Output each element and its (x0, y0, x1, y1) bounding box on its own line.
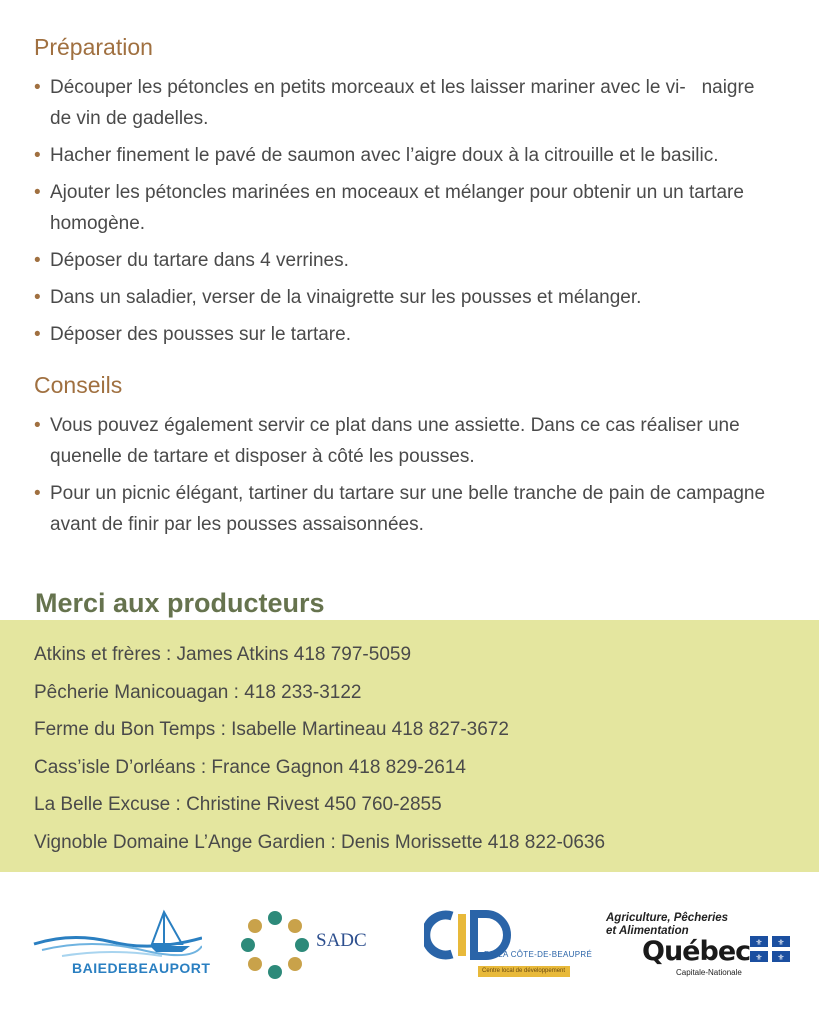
producers-title: Merci aux producteurs (35, 588, 325, 618)
cld-logo (424, 910, 593, 980)
preparation-title: Préparation (34, 34, 153, 60)
svg-text:⚜: ⚜ (755, 938, 763, 947)
list-item: • Déposer des pousses sur le tartare. (34, 324, 351, 345)
list-item: • Hacher finement le pavé de saumon avec l’aigre doux à la citrouille et le basilic. (34, 145, 719, 166)
baie-de-beauport-logo (32, 908, 211, 984)
conseils-tips (34, 410, 794, 546)
list-item: • Découper les pétoncles en petits morceaux et les laisser mariner avec le vi- naigre de vin de gadelles. (34, 77, 755, 129)
list-item: • Dans un saladier, verser de la vinaigrette sur les pousses et mélanger. (34, 287, 642, 308)
conseils-title: Conseils (34, 372, 123, 398)
list-item: Cass’isle D’orléans : France Gagnon 418 829-2614 (34, 756, 466, 778)
svg-text:⚜: ⚜ (755, 953, 763, 962)
preparation-steps (34, 72, 794, 356)
list-item: Atkins et frères : James Atkins 418 797-5059 (34, 644, 412, 665)
quebec-name: Québec (642, 936, 751, 967)
sadc-wordmark: SADC (316, 930, 367, 951)
list-item: • Ajouter les pétoncles marinées en moceaux et mélanger pour obtenir un un tartare homogène. (34, 182, 744, 234)
list-item: • Pour un picnic élégant, tartiner du tartare sur une belle tranche de pain de campagne avant de finir par les pousses assaisonnées. (34, 483, 766, 535)
quebec-region: Capitale-Nationale (676, 968, 742, 977)
list-item: • Vous pouvez également servir ce plat dans une assiette. Dans ce cas réaliser une quenelle de tartare et disposer à côté les pousses. (34, 415, 740, 467)
svg-text:⚜: ⚜ (777, 953, 785, 962)
list-item: Pêcherie Manicouagan : 418 233-3122 (34, 681, 362, 703)
fleur-de-lis-flag-icon (750, 936, 790, 962)
producers-band (0, 620, 819, 872)
producers-list (34, 636, 605, 861)
quebec-logo (606, 910, 796, 980)
sadc-logo (240, 910, 400, 980)
baie-wordmark: BAIEDEBEAUPORT (72, 960, 211, 976)
quebec-ministry: Agriculture, Pêcheries et Alimentation (606, 912, 729, 937)
cld-tagline: Centre local de développement (478, 966, 570, 977)
ring-of-shapes-icon (240, 910, 310, 980)
svg-text:⚜: ⚜ (777, 938, 785, 947)
sailboat-waves-icon (32, 908, 202, 960)
cld-subtitle: DE LA CÔTE-DE-BEAUPRÉ (484, 950, 593, 959)
list-item: Ferme du Bon Temps : Isabelle Martineau 418 827-3672 (34, 719, 509, 740)
list-item: Vignoble Domaine L’Ange Gardien : Denis Morissette 418 822-0636 (34, 831, 606, 853)
list-item: La Belle Excuse : Christine Rivest 450 760-2855 (34, 794, 442, 815)
list-item: • Déposer du tartare dans 4 verrines. (34, 250, 349, 271)
